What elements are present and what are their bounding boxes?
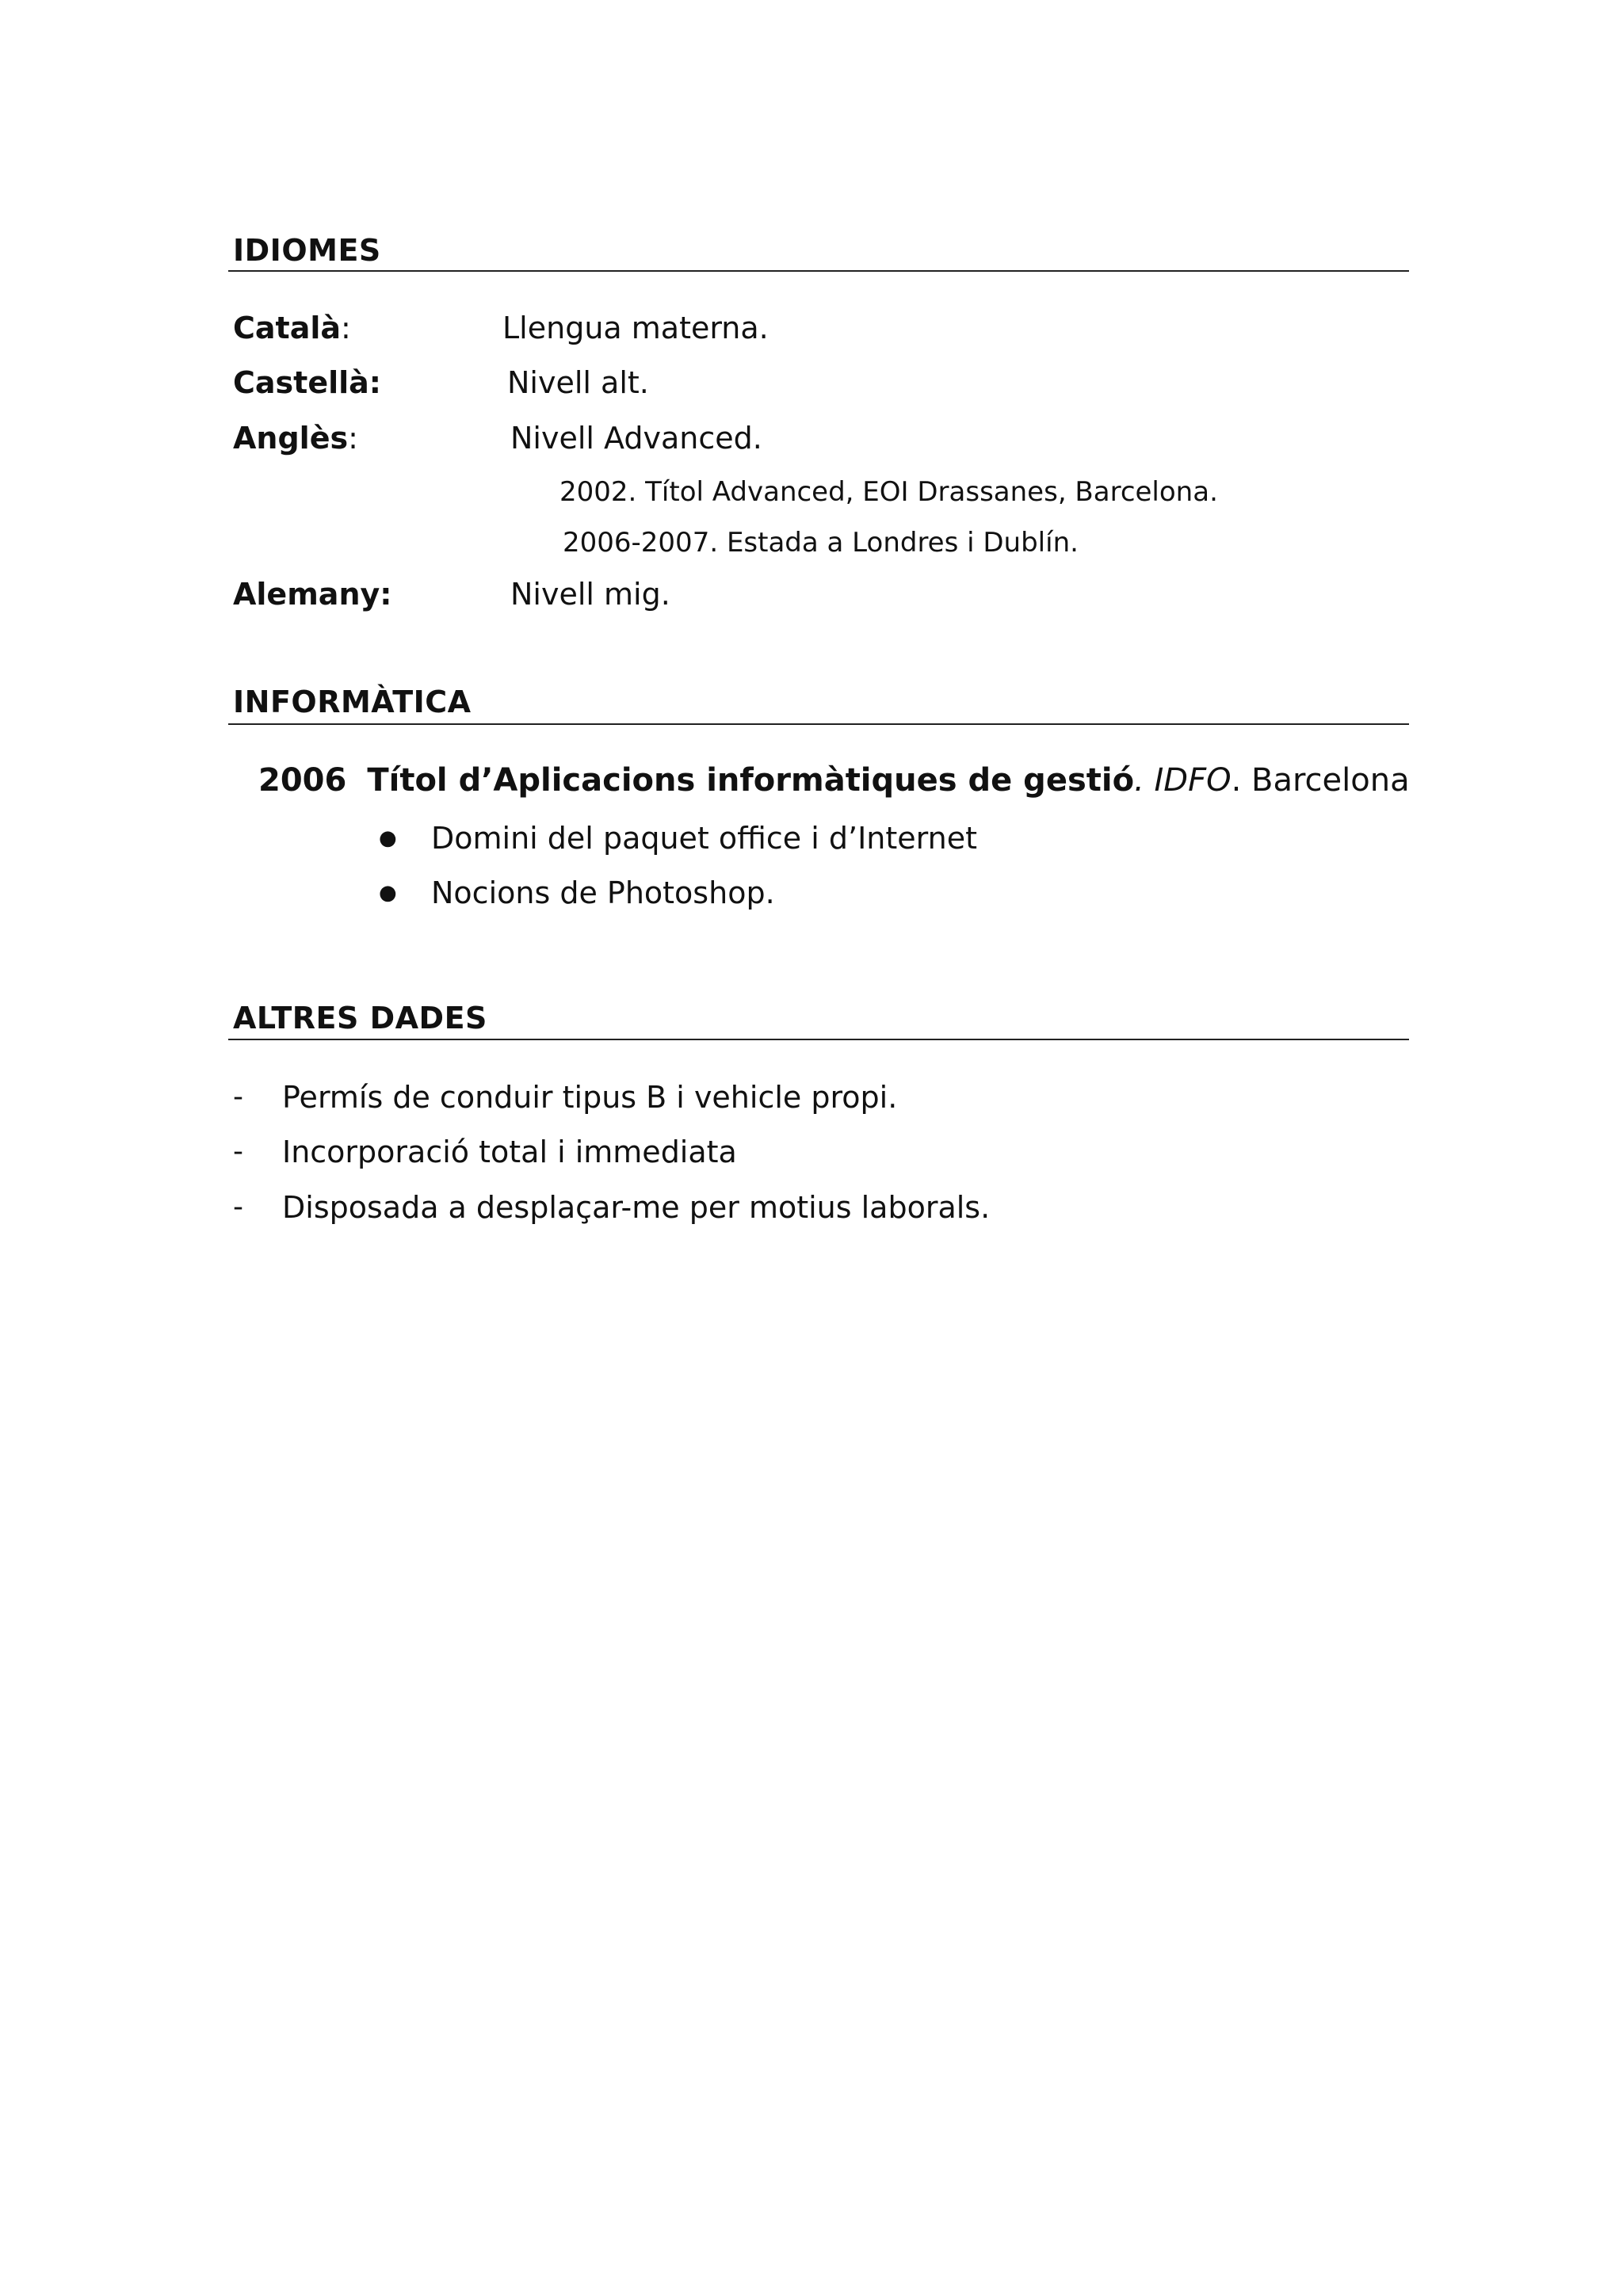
section-title-altres-dades: ALTRES DADES: [233, 1001, 487, 1035]
it-course-year: 2006: [258, 762, 347, 799]
language-name-angles: Anglès:: [233, 421, 358, 456]
it-course-city: Barcelona: [1251, 762, 1410, 799]
language-note-angles-2: 2006-2007. Estada a Londres i Dublín.: [563, 527, 1079, 559]
language-level-catala: Llengua materna.: [502, 311, 769, 345]
other-info-item: Disposada a desplaçar-me per motius laborals.: [282, 1190, 991, 1225]
dash-icon: -: [233, 1135, 243, 1168]
language-note-angles-1: 2002. Títol Advanced, EOI Drassanes, Barcelona.: [559, 476, 1218, 508]
bullet-icon: ●: [379, 826, 397, 850]
dash-icon: -: [233, 1191, 243, 1223]
language-name-castella: Castellà:: [233, 365, 381, 400]
it-skill-item: Nocions de Photoshop.: [431, 875, 775, 910]
section-divider-idiomes: [228, 270, 1409, 272]
language-level-angles: Nivell Advanced.: [510, 421, 762, 456]
language-level-castella: Nivell alt.: [507, 365, 649, 400]
language-name-alemany: Alemany:: [233, 577, 392, 612]
section-title-idiomes: IDIOMES: [233, 233, 381, 268]
dash-icon: -: [233, 1081, 243, 1113]
it-course-entry: 2006 Títol d’Aplicacions informàtiques de gestió. IDFO. Barcelona: [258, 762, 1410, 799]
section-divider-informatica: [228, 723, 1409, 725]
bullet-icon: ●: [379, 881, 397, 905]
section-title-informatica: INFORMÀTICA: [233, 685, 472, 719]
other-info-item: Permís de conduir tipus B i vehicle propi.: [282, 1080, 898, 1115]
it-course-institution: IDFO: [1154, 762, 1232, 799]
language-level-alemany: Nivell mig.: [510, 577, 670, 612]
other-info-item: Incorporació total i immediata: [282, 1135, 737, 1169]
section-divider-altres-dades: [228, 1039, 1409, 1040]
it-course-title: Títol d’Aplicacions informàtiques de gestió: [367, 762, 1135, 799]
it-skill-item: Domini del paquet office i d’Internet: [431, 821, 977, 856]
language-name-catala: Català:: [233, 311, 351, 345]
